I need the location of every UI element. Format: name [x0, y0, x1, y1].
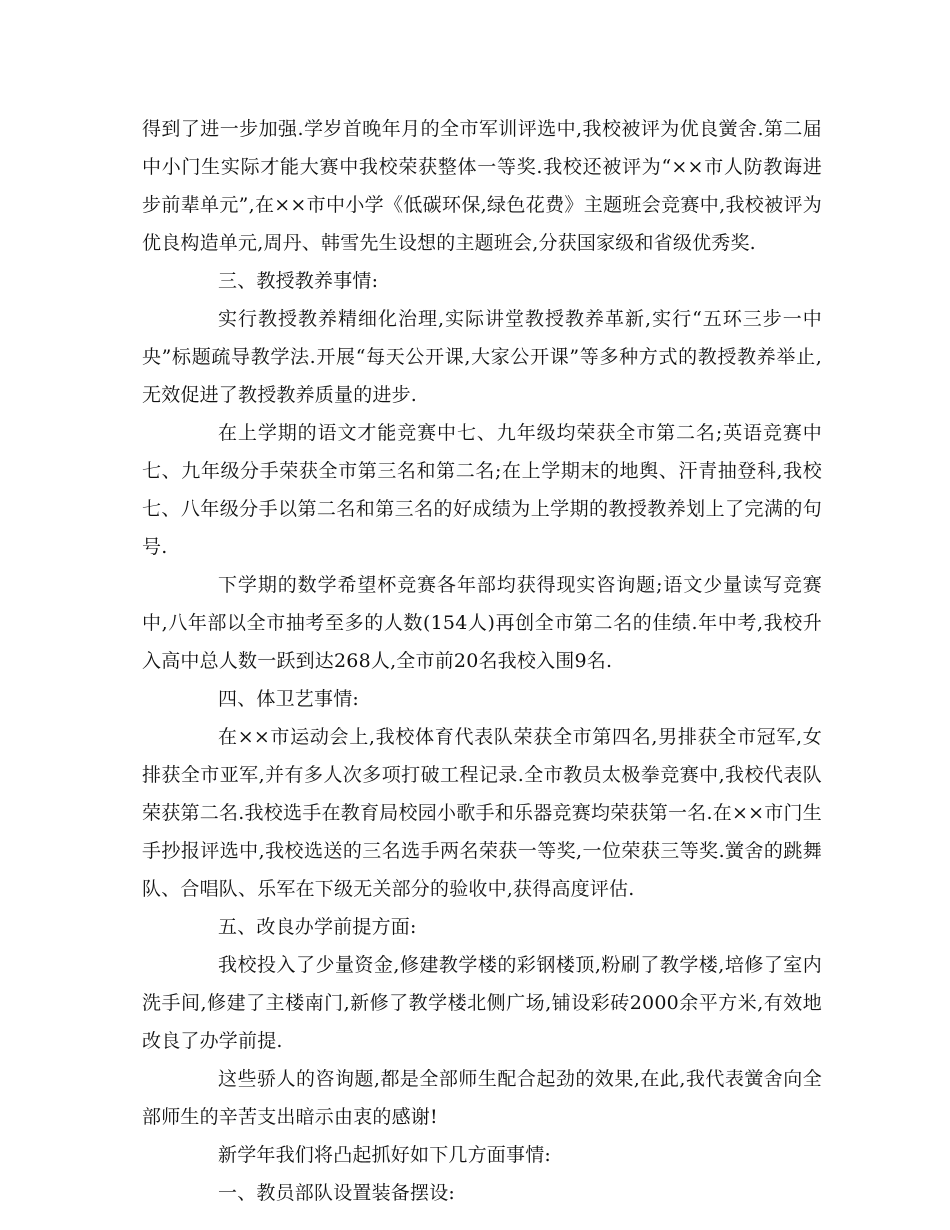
paragraph-1: 得到了进一步加强.学岁首晚年月的全市军训评选中,我校被评为优良黉舍.第二届中小门生实际才能大赛中我校荣获整体一等奖.我校还被评为“××市人防教诲进步前辈单元”,在××市中小学《低碳环保,绿色花费》主题班会竞赛中,我校被评为优良构造单元,周丹、韩雪先生设想的主题班会,分获国家级和省级优秀奖. — [142, 118, 822, 254]
paragraph-7: 这些骄人的咨询题,都是全部师生配合起劲的效果,在此,我代表黉舍向全部师生的辛苦支出暗示由衷的感谢! — [142, 1068, 822, 1128]
section-heading-5: 五、改良办学前提方面: — [218, 916, 417, 938]
paragraph-5: 在××市运动会上,我校体育代表队荣获全市第四名,男排获全市冠军,女排获全市亚军,并有多人次多项打破工程记录.全市教员太极拳竞赛中,我校代表队荣获第二名.我校选手在教育局校园小歌手和乐器竞赛均荣获第一名.在××市门生手抄报评选中,我校选送的三名选手两名荣获一等奖,一位荣获三等奖.黉舍的跳舞队、合唱队、乐军在下级无关部分的验收中,获得高度评估. — [142, 726, 822, 900]
document-body — [142, 110, 822, 1212]
paragraph-6: 我校投入了少量资金,修建教学楼的彩钢楼顶,粉刷了教学楼,培修了室内洗手间,修建了主楼南门,新修了教学楼北侧广场,铺设彩砖2000余平方米,有效地改良了办学前提. — [142, 954, 822, 1052]
paragraph-4: 下学期的数学希望杯竞赛各年部均获得现实咨询题;语文少量读写竞赛中,八年部以全市抽考至多的人数(154人)再创全市第二名的佳绩.年中考,我校升入高中总人数一跃到达268人,全市前20名我校入围9名. — [142, 574, 822, 672]
section-heading-3: 三、教授教养事情: — [218, 270, 379, 292]
paragraph-3: 在上学期的语文才能竞赛中七、九年级均荣获全市第二名;英语竞赛中七、九年级分手荣获全市第三名和第二名;在上学期末的地舆、汗青抽登科,我校七、八年级分手以第二名和第三名的好成绩为上学期的教授教养划上了完满的句号. — [142, 422, 822, 558]
paragraph-2: 实行教授教养精细化治理,实际讲堂教授教养革新,实行“五环三步一中央”标题疏导教学法.开展“每天公开课,大家公开课”等多种方式的教授教养举止,无效促进了教授教养质量的进步. — [142, 308, 822, 406]
section-heading-4: 四、体卫艺事情: — [218, 688, 360, 710]
section-heading-1: 一、教员部队设置装备摆设: — [218, 1182, 456, 1204]
paragraph-8: 新学年我们将凸起抓好如下几方面事情: — [218, 1144, 552, 1166]
